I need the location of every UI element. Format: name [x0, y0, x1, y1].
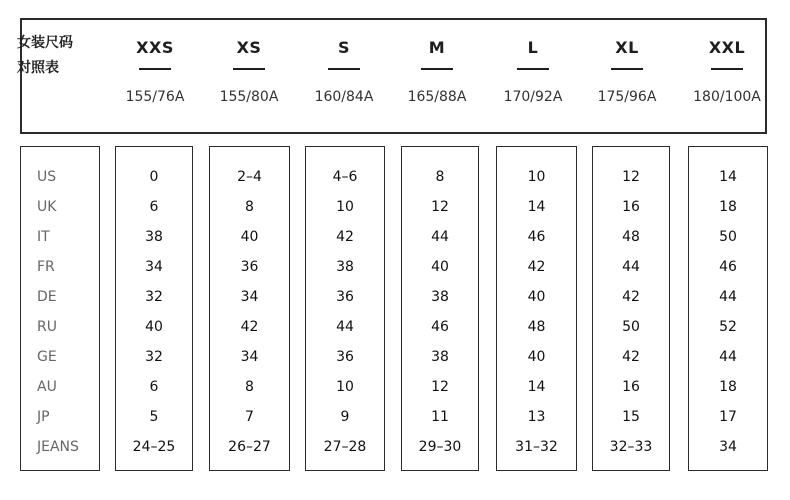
- region-label: UK: [37, 199, 57, 215]
- chart-title-line-2: 对照表: [17, 60, 59, 76]
- size-value-cell: 8: [245, 199, 254, 215]
- size-value-cell: 14: [527, 199, 546, 215]
- size-value-cell: 44: [719, 349, 737, 365]
- size-value-cell: 36: [336, 349, 354, 365]
- size-value-cell: 12: [431, 199, 449, 215]
- region-label: AU: [37, 379, 57, 395]
- size-value-cell: 16: [622, 379, 640, 395]
- size-value-cell: 14: [719, 169, 737, 185]
- size-value-cell: 42: [240, 319, 259, 335]
- size-column-l: [496, 146, 577, 471]
- size-value-cell: 0: [149, 169, 159, 185]
- size-column-xl: [592, 146, 670, 471]
- size-value-cell: 12: [622, 169, 640, 185]
- size-header-xxl: [682, 38, 772, 106]
- size-measurement: 155/80A: [219, 89, 279, 105]
- size-measurement: 175/96A: [597, 89, 657, 105]
- size-value-cell: 38: [145, 229, 163, 245]
- size-value-cell: 42: [527, 259, 546, 275]
- size-value-cell: 9: [340, 409, 350, 425]
- size-value-cell: 36: [336, 289, 354, 305]
- size-value-cell: 10: [527, 169, 546, 185]
- size-value-cell: 48: [527, 319, 546, 335]
- size-value-cell: 38: [336, 259, 354, 275]
- size-value-cell: 10: [336, 199, 354, 215]
- size-measurement: 160/84A: [314, 89, 374, 105]
- size-value-cell: 6: [149, 379, 159, 395]
- size-value-cell: 7: [245, 409, 254, 425]
- region-label: GE: [37, 349, 57, 365]
- size-value-cell: 42: [336, 229, 354, 245]
- size-underline: [139, 68, 171, 70]
- size-underline: [233, 68, 265, 70]
- size-measurement: 180/100A: [693, 89, 761, 105]
- size-underline: [421, 68, 453, 70]
- size-value-cell: 40: [527, 289, 546, 305]
- size-value-cell: 34: [240, 349, 259, 365]
- size-label: XXL: [708, 38, 746, 57]
- size-value-cell: 40: [145, 319, 163, 335]
- size-header-s: [299, 38, 389, 106]
- size-underline: [711, 68, 743, 70]
- size-header-xxs: [110, 38, 200, 106]
- size-value-cell: 34: [240, 289, 259, 305]
- size-underline: [517, 68, 549, 70]
- size-value-cell: 50: [719, 229, 737, 245]
- size-value-cell: 44: [719, 289, 737, 305]
- region-label: US: [37, 169, 57, 185]
- size-value-cell: 34: [719, 439, 737, 455]
- size-label: M: [428, 38, 446, 57]
- size-value-cell: 4–6: [332, 169, 358, 185]
- size-column-s: [305, 146, 385, 471]
- size-underline: [611, 68, 643, 70]
- size-value-cell: 34: [145, 259, 163, 275]
- size-header-l: [488, 38, 578, 106]
- size-value-cell: 38: [431, 349, 449, 365]
- size-label: L: [527, 38, 539, 57]
- size-value-cell: 10: [336, 379, 354, 395]
- size-value-cell: 42: [622, 289, 640, 305]
- region-label: RU: [37, 319, 57, 335]
- region-label-column: [20, 146, 100, 471]
- size-label: XS: [236, 38, 262, 57]
- size-value-cell: 14: [527, 379, 546, 395]
- size-value-cell: 18: [719, 379, 737, 395]
- size-value-cell: 8: [245, 379, 254, 395]
- size-value-cell: 40: [240, 229, 259, 245]
- size-value-cell: 48: [622, 229, 640, 245]
- size-column-m: [401, 146, 479, 471]
- size-value-cell: 15: [622, 409, 640, 425]
- size-value-cell: 11: [431, 409, 449, 425]
- size-header-xs: [204, 38, 294, 106]
- size-column-xs: [209, 146, 290, 471]
- size-column-xxs: [115, 146, 193, 471]
- region-label: FR: [37, 259, 55, 275]
- size-value-cell: 24–25: [132, 439, 176, 455]
- size-value-cell: 13: [527, 409, 546, 425]
- size-value-cell: 12: [431, 379, 449, 395]
- size-value-cell: 44: [622, 259, 640, 275]
- size-header-xl: [582, 38, 672, 106]
- size-value-cell: 32–33: [609, 439, 653, 455]
- size-value-cell: 8: [435, 169, 445, 185]
- size-measurement: 155/76A: [125, 89, 185, 105]
- size-measurement: 165/88A: [407, 89, 467, 105]
- size-underline: [328, 68, 360, 70]
- size-value-cell: 32: [145, 289, 163, 305]
- size-value-cell: 29–30: [418, 439, 462, 455]
- chart-title: [17, 31, 87, 81]
- size-value-cell: 40: [431, 259, 449, 275]
- size-value-cell: 6: [149, 199, 159, 215]
- region-label: IT: [37, 229, 50, 245]
- size-value-cell: 2–4: [237, 169, 262, 185]
- size-value-cell: 44: [336, 319, 354, 335]
- size-label: S: [337, 38, 351, 57]
- size-value-cell: 31–32: [515, 439, 558, 455]
- size-value-cell: 52: [719, 319, 737, 335]
- size-column-xxl: [688, 146, 768, 471]
- region-label: JP: [37, 409, 50, 425]
- size-measurement: 170/92A: [503, 89, 563, 105]
- size-value-cell: 18: [719, 199, 737, 215]
- size-value-cell: 17: [719, 409, 737, 425]
- size-value-cell: 42: [622, 349, 640, 365]
- size-value-cell: 44: [431, 229, 449, 245]
- size-value-cell: 26–27: [228, 439, 271, 455]
- size-value-cell: 40: [527, 349, 546, 365]
- size-value-cell: 38: [431, 289, 449, 305]
- size-value-cell: 32: [145, 349, 163, 365]
- size-value-cell: 46: [719, 259, 737, 275]
- size-label: XXS: [136, 38, 174, 57]
- size-value-cell: 46: [431, 319, 449, 335]
- size-value-cell: 27–28: [323, 439, 367, 455]
- size-value-cell: 36: [240, 259, 259, 275]
- chart-title-line-1: 女装尺码: [17, 35, 73, 51]
- size-label: XL: [615, 38, 639, 57]
- size-header-m: [392, 38, 482, 106]
- size-value-cell: 50: [622, 319, 640, 335]
- size-value-cell: 46: [527, 229, 546, 245]
- size-value-cell: 16: [622, 199, 640, 215]
- region-label: DE: [37, 289, 57, 305]
- size-value-cell: 5: [149, 409, 159, 425]
- region-label: JEANS: [37, 439, 79, 455]
